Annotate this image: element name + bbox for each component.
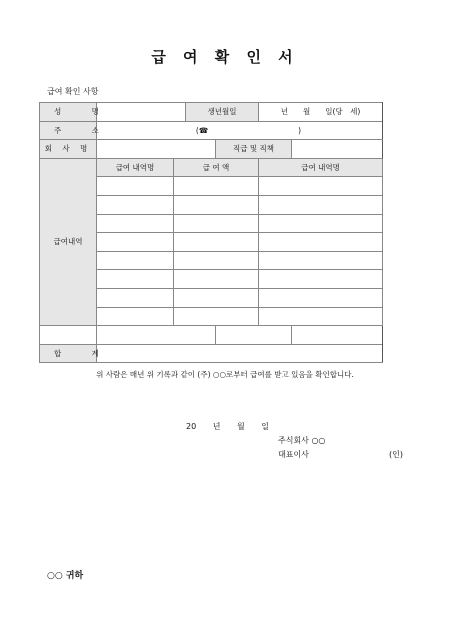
detail-cell[interactable]: [259, 195, 383, 214]
detail-cell[interactable]: [174, 214, 259, 233]
name-row: [40, 103, 383, 122]
detail-cell[interactable]: [174, 307, 259, 326]
detail-cell[interactable]: [259, 251, 383, 270]
detail-cell[interactable]: [97, 307, 174, 326]
signature-block: [278, 434, 403, 462]
position-field[interactable]: [292, 140, 383, 159]
phone-field: (☎ ): [195, 125, 302, 135]
address-field[interactable]: [97, 121, 383, 140]
detail-cell[interactable]: [174, 270, 259, 289]
recipient: ○○ 귀하: [47, 571, 84, 581]
detail-cell[interactable]: [97, 251, 174, 270]
detail-cell[interactable]: [174, 251, 259, 270]
address-row: [40, 121, 383, 140]
detail-cell[interactable]: [97, 288, 174, 307]
column-header: 급여 내역명: [97, 158, 174, 177]
company-field[interactable]: [97, 140, 216, 159]
detail-cell[interactable]: [97, 326, 216, 345]
seal-mark: (인): [389, 450, 403, 459]
detail-cell[interactable]: [97, 214, 174, 233]
company-row: [40, 140, 383, 159]
column-header: 급여 내역명: [259, 158, 383, 177]
ceo-line: [278, 448, 403, 462]
detail-cell[interactable]: [216, 326, 292, 345]
detail-cell[interactable]: [259, 307, 383, 326]
company-name: 주식회사 ○○: [278, 436, 326, 445]
position-label: 직급 및 직책: [216, 140, 292, 159]
detail-cell[interactable]: [97, 177, 174, 196]
detail-header-row: [40, 158, 383, 177]
detail-cell[interactable]: [40, 326, 97, 345]
total-row: [40, 344, 383, 363]
detail-cell[interactable]: [174, 177, 259, 196]
salary-form-table: [39, 102, 383, 363]
date-line: 20 년 월 일: [186, 422, 269, 431]
ceo-label: 대표이사: [278, 450, 309, 459]
document-title: 급 여 확 인 서: [151, 48, 299, 66]
detail-cell[interactable]: [174, 233, 259, 252]
detail-cell[interactable]: [259, 214, 383, 233]
total-field[interactable]: [97, 344, 383, 363]
detail-cell[interactable]: [259, 288, 383, 307]
detail-cell[interactable]: [259, 233, 383, 252]
detail-cell[interactable]: [292, 326, 383, 345]
detail-cell[interactable]: [174, 195, 259, 214]
address-label: 주 소: [40, 121, 97, 140]
name-label: 성 명: [40, 103, 97, 122]
detail-label: 급여내역: [40, 158, 97, 325]
column-header: 급 여 액: [174, 158, 259, 177]
detail-cell[interactable]: [97, 195, 174, 214]
section-label: 급여 확인 사항: [47, 87, 99, 96]
table-row: [40, 326, 383, 345]
detail-cell[interactable]: [97, 270, 174, 289]
total-label: 합 계: [40, 344, 97, 363]
birth-label: 생년월일: [186, 103, 259, 122]
detail-cell[interactable]: [174, 288, 259, 307]
company-label: 회 사 명: [40, 140, 97, 159]
detail-cell[interactable]: [97, 233, 174, 252]
detail-cell[interactable]: [259, 177, 383, 196]
detail-cell[interactable]: [259, 270, 383, 289]
birth-field[interactable]: 년 월 일(당 세): [259, 103, 383, 122]
confirmation-statement: 위 사람은 매년 위 기록과 같이 (주) ○○로부터 급여를 받고 있음을 확인합니다.: [96, 370, 354, 379]
